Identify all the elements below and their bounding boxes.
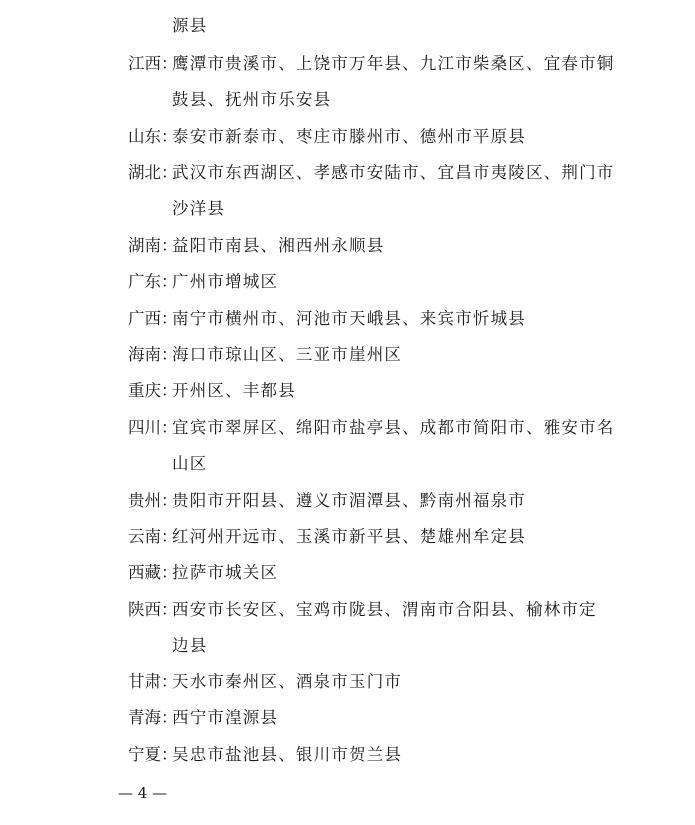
county-list-text: 西安市长安区、宝鸡市陇县、渭南市合阳县、榆林市定 bbox=[172, 600, 597, 619]
province-label: 江西： bbox=[128, 54, 178, 73]
county-list-text: 边县 bbox=[172, 636, 208, 655]
province-label: 四川： bbox=[128, 418, 178, 437]
county-list-text: 拉萨市城关区 bbox=[172, 563, 279, 582]
county-list-text: 吴忠市盐池县、银川市贺兰县 bbox=[172, 745, 403, 764]
province-label: 贵州： bbox=[128, 491, 178, 510]
county-list-text: 鼓县、抚州市乐安县 bbox=[172, 90, 332, 109]
province-label: 山东： bbox=[128, 127, 178, 146]
page-number: — 4 — bbox=[118, 784, 168, 802]
county-list-text: 天水市秦州区、酒泉市玉门市 bbox=[172, 672, 403, 691]
province-label: 湖南： bbox=[128, 236, 178, 255]
county-list-text: 山区 bbox=[172, 454, 208, 473]
county-list-text: 广州市增城区 bbox=[172, 272, 279, 291]
county-list-text: 沙洋县 bbox=[172, 199, 226, 218]
province-label: 西藏： bbox=[128, 563, 178, 582]
county-list-text: 宜宾市翠屏区、绵阳市盐亭县、成都市简阳市、雅安市名 bbox=[172, 418, 615, 437]
county-list-text: 南宁市横州市、河池市天峨县、来宾市忻城县 bbox=[172, 309, 526, 328]
province-label: 海南： bbox=[128, 345, 178, 364]
province-label: 湖北： bbox=[128, 163, 178, 182]
province-label: 广东： bbox=[128, 272, 178, 291]
county-list-text: 红河州开远市、玉溪市新平县、楚雄州牟定县 bbox=[172, 527, 526, 546]
province-label: 宁夏： bbox=[128, 745, 178, 764]
province-label: 青海： bbox=[128, 708, 178, 727]
county-list-text: 鹰潭市贵溪市、上饶市万年县、九江市柴桑区、宜春市铜 bbox=[172, 54, 615, 73]
county-list-text: 贵阳市开阳县、遵义市湄潭县、黔南州福泉市 bbox=[172, 491, 526, 510]
county-list-text: 源县 bbox=[172, 16, 208, 35]
county-list-text: 武汉市东西湖区、孝感市安陆市、宜昌市夷陵区、荆门市 bbox=[172, 163, 615, 182]
province-label: 甘肃： bbox=[128, 672, 178, 691]
county-list-text: 西宁市湟源县 bbox=[172, 708, 279, 727]
county-list-text: 益阳市南县、湘西州永顺县 bbox=[172, 236, 385, 255]
province-label: 重庆： bbox=[128, 381, 178, 400]
province-label: 广西： bbox=[128, 309, 178, 328]
county-list-text: 泰安市新泰市、枣庄市滕州市、德州市平原县 bbox=[172, 127, 526, 146]
county-list-text: 海口市琼山区、三亚市崖州区 bbox=[172, 345, 403, 364]
province-label: 云南： bbox=[128, 527, 178, 546]
province-label: 陕西： bbox=[128, 600, 178, 619]
county-list-text: 开州区、丰都县 bbox=[172, 381, 296, 400]
